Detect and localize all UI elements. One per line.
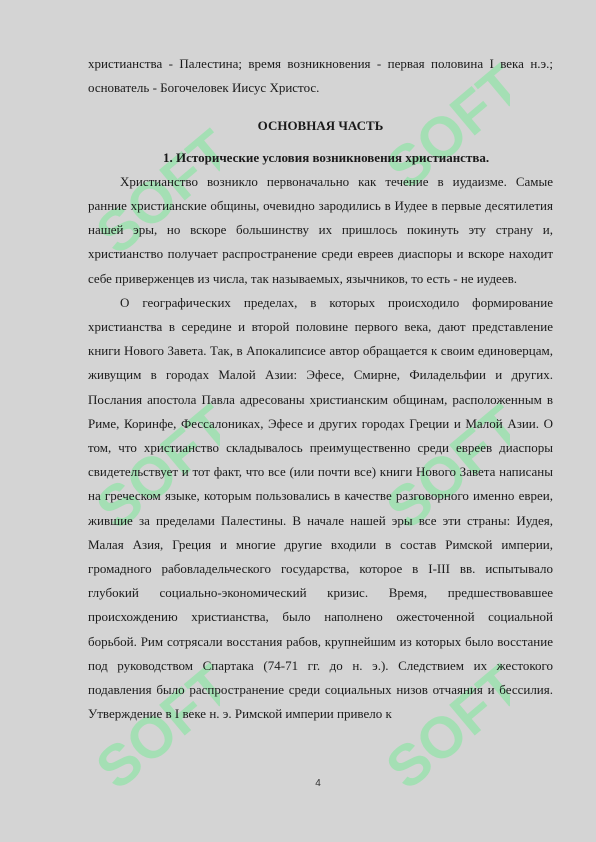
body-paragraph: О географических пределах, в которых происходило формирование христианства в середине и второй половине первого века, дают представление книги Нового Завета. Так, в Апокалипсисе автор обращается к своим единоверцам, живущим в городах Малой Азии: Эфесе, Смирне, Филадельфии и других. Послания апостола Павла адресованы христианским общинам, расположенным в Риме, Коринфе, Фессалониках, Эфесе и других городах Греции и Малой Азии. О том, что христианство складывалось преимущественно среди евреев диаспоры свидетельствует и тот факт, что все (или почти все) книги Нового Завета написаны на греческом языке, которым пользовались в качестве разговорного именно евреи, жившие за пределами Палестины. В начале нашей эры все эти страны: Иудея, Малая Азия, Греция и многие другие входили в состав Римской империи, громадного рабовладельческого государства, которое в I-III вв. испытывало глубокий социально-экономический кризис. Время, предшествовавшее происхождению христианства, было наполнено ожесточенной социальной борьбой. Рим сотрясали восстания рабов, крупнейшим из которых было восстание под руководством Спартака (74-71 гг. до н. э.). Следствием их жестокого подавления было распространение среди социальных низов отчаяния и бессилия. Утверждение в I веке н. э. Римской империи привело к (88, 294, 553, 722)
svg-text:SOFT: SOFT (374, 60, 510, 202)
spacer (88, 100, 553, 114)
body-paragraph: Христианство возникло первоначально как течение в иудаизме. Самые ранние христианские общины, очевидно зародились в Иудее в первые десятилетия нашей эры, но вскоре большинству их пришлось покинуть эту страну и, христианство получает распространение среди евреев диаспоры и вскоре находит себе приверженцев из числа, так называемых, язычников, то есть - не иудеев. (88, 173, 553, 286)
page-number: 4 (315, 778, 321, 789)
svg-text:SOFT: SOFT (84, 400, 220, 542)
svg-text:SOFT: SOFT (374, 400, 510, 542)
spacer (88, 139, 553, 146)
document-body (88, 52, 553, 726)
section-heading: 1. Исторические условия возникновения христианства. (163, 149, 490, 165)
main-heading: ОСНОВНАЯ ЧАСТЬ (257, 118, 384, 134)
svg-text:SOFT: SOFT (374, 660, 510, 802)
svg-text:SOFT: SOFT (84, 125, 220, 267)
intro-paragraph: христианства - Палестина; время возникновения - первая половина I века н.э.; основатель - Богочеловек Иисус Христос. (88, 56, 553, 96)
svg-text:SOFT: SOFT (84, 660, 220, 802)
